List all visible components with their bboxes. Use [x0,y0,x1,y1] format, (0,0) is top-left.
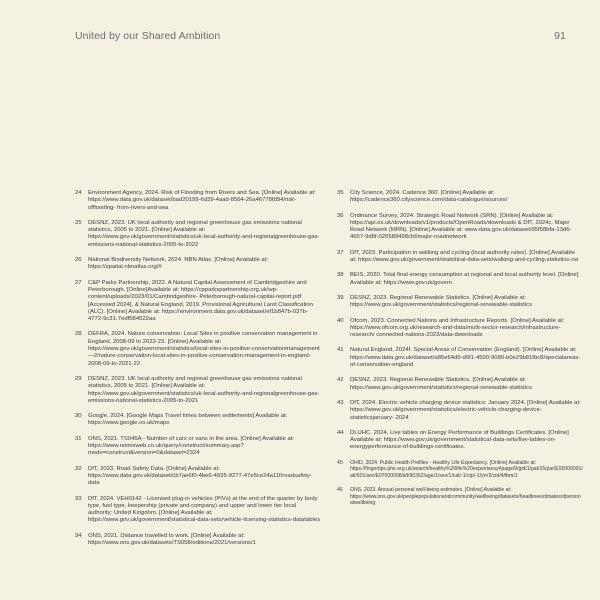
reference-item [75,331,321,367]
reference-item [337,250,583,265]
reference-text: ONS, 2023. Annual personal well-being estimates. [Online] Available at: https://www.ons.gov.uk/peoplepopulationandcommunity/wellbeing/datasets/headlineestimatesofpersonalwellbeing [350,487,581,507]
reference-item [337,318,583,340]
reference-text: DEFRA, 2024. Nature conservation: Local Sites in positive conservation management in England, 2008-09 to 2022-23. [Online] Available at: https://www.gov.uk/government/statistics/local-sites-in-positive-conservationmanagement—2/nature-conservation-local-sites-in-positive-conservation-management-in-england-2008-09-to-2021-22 [88,331,320,367]
reference-number: 30 [75,413,82,420]
reference-number: 43 [337,399,344,406]
reference-number: 27 [75,279,82,286]
reference-text: DfT, 2024. VEH0142 - Licensed plug-in vehicles (PIVs) at the end of the quarter by body type, fuel type, keepership (private and company) and upper and lower tier local authority: United Kingdom. [Online] Available at: https://www.gov.uk/government/statistical-data-sets/vehicle-licensing-statistics-datatables [88,495,321,524]
reference-text: DESNZ, 2023. Regional Renewable Statistics. [Online] Available at: https://www.gov.uk/government/statistics/regional-renewable-statistics [350,377,532,391]
reference-number: 36 [337,212,344,219]
reference-number: 46 [337,487,343,494]
reference-number: 26 [75,257,82,264]
reference-item [75,257,321,272]
reference-item [337,460,583,480]
document-title: United by our Shared Ambition [75,30,221,42]
reference-item [75,220,321,249]
reference-text: DfT, 2024. Electric vehicle charging device statistics: January 2024. [Online] Available at: https://www.gov.uk/government/statistics/electric-vehicle-charging-device-statisticsjanuary- 2024 [350,399,581,421]
reference-number: 41 [337,347,344,354]
reference-item [337,213,583,242]
reference-text: City Science, 2024. Cadence 360. [Online] Available at: https://cadence360.cityscience.com/data-catalogue/sources/ [350,190,508,204]
reference-item [337,347,583,369]
reference-number: 40 [337,317,344,324]
reference-number: 39 [337,294,344,301]
reference-item [75,280,321,324]
reference-number: 34 [75,532,82,539]
reference-text: National Biodiversity Network, 2024. NBN Atlas. [Online] Available at: https://spatial.nbnatlas.org/# [88,257,268,271]
reference-item [75,466,321,488]
reference-text: DESNZ, 2023. Regional Renewable Statistics. [Online] Available at: https://www.gov.uk/government/statistics/regional-renewable-statistics [350,294,532,309]
reference-number: 28 [75,331,82,338]
reference-number: 44 [337,429,344,436]
reference-text: Environment Agency, 2024. Risk of Flooding from Rivers and Sea. [Online] Available at: https://www.data.gov.uk/dataset/bad20199-6d39-4aad-8564-26a46778fd94/risk-offlooding- from-rivers-and-sea [88,190,316,211]
reference-text: Google, 2024. [Google Maps Travel times between settlements] Available at: https://www.google.co.uk/maps [88,413,288,427]
reference-text: BEIS, 2020. Total final energy consumption at regional and local authority level. [Online] Available at: https://www.gov.uk/govern [350,272,579,286]
reference-text: C&P Parks Partnership, 2022. A Natural Capital Assessment of Cambridgeshire and Peterborough. [Online]Available at: https://cpparkspartnership.org.uk/wp-content/uploads/2023/01/Cambridgeshire- Peterborough-natural-capital-report.pdf [Accessed 2024]. & Natural England, 2019. Provisional Agricultural Land Classification (ALC). [Online] Available at: https://environment.data.gov.uk/dataset/ef1b847b-037b-4772-9c31-7edf584522aa [88,279,313,323]
reference-number: 33 [75,495,82,502]
reference-item [75,376,321,405]
page-header [75,28,566,44]
reference-item [75,533,321,548]
reference-number: 24 [75,190,82,196]
reference-text: DfT, 2023. Participation in walking and cycling (local authority rates). [Online] Available at: https://www.gov.uk/government/statistical-data-sets/walking-and-cycling-statistics-cw [350,249,579,264]
reference-number: 37 [337,249,344,256]
reference-item [337,295,583,310]
reference-number: 29 [75,375,82,382]
reference-number: 25 [75,219,82,226]
references-right-column [337,190,583,555]
reference-number: 32 [75,465,82,472]
reference-text: Ordinance Survey, 2024. Strategic Road Network (SRN). [Online] Available at: https://api.os.uk/downloads/v1/products/OpenRoads/downloads & DfT, 2024c. Major Road Network (MRN). [Online] Available at: www.data.gov.uk/dataset/95f58bfa-13d6-4657-9d6f-020589498cfd/major-roadnetwork [350,212,572,241]
reference-text: ONS, 2021. Distance travelled to work. [Online] Available at: https://www.ons.gov.uk/datasets/TS058/editions/2021/versions/1 [88,532,256,546]
reference-text: OHID, 2024. Public Health Profiles - Healthy Life Expectancy. [Online] Available at: https://fingertips.phe.org.uk/search/healthy%20life%20expectancy#page/9/gid/1/pat/15/par/E92000001/ati/501/are/E07000008/iid/90362/age/1/sex/1/cat/-1/ctp/-1/yrr/3/cid/4/tbm/1 [350,459,583,479]
reference-number: 31 [75,435,82,442]
reference-text: Ofcom, 2023. Connected Nations and Infrastructure Reports. [Online] Available at: https://www.ofcom.org.uk/research-and-data/multi-sector-research/infrastructure-research/ connected-nations-2023/data-downloads [350,317,565,339]
reference-number: 35 [337,190,344,196]
reference-number: 45 [337,459,343,466]
references-columns [75,190,583,555]
reference-item [337,400,583,422]
references-left-column [75,190,321,555]
reference-number: 38 [337,272,344,279]
reference-text: ONS, 2021. TS045A - Number of cars or vans in the area. [Online] Available at: https://www.nomisweb.co.uk/query/construct/summary.asp?mode=construct&version=0&dataset=2324 [88,435,295,457]
reference-text: Natural England, 2024f. Special Areas of Conservation (England). [Online] Available at: https://www.data.gov.uk/dataset/a85e64d9-d0f1-4500-9080-b0e29b81fbc8/specialareas- of-conservation-england [350,347,581,369]
reference-text: DLUHC, 2024. Live tables on Energy Performance of Buildings Certificates. [Online] Available at: https://www.gov.uk/government/statistical-data-sets/live-tables-on-energyperformance-of-buildings-certificates. [350,429,569,451]
reference-number: 42 [337,377,344,384]
reference-item [75,496,321,525]
reference-text: DESNZ, 2023. UK local authority and regional greenhouse gas emissions national statistics, 2005 to 2021. [Online] Available at: https://www.gov.uk/government/statistics/uk-local-authority-and-regionalgreenhouse-gas-emissions-national-statistics-2005-to-2022 [88,219,320,248]
reference-item [337,377,583,392]
page-number: 91 [554,30,566,42]
reference-text: DESNZ, 2023. UK local authority and regional greenhouse gas emissions national statistics, 2005 to 2021. [Online] Available at: https://www.gov.uk/government/statistics/uk-local-authority-and-regionalgreenhouse-gas-emissions-national-statistics-2005-to-2021 [88,375,320,404]
reference-item [75,190,321,212]
reference-item [337,487,583,507]
reference-item [337,430,583,452]
reference-item [75,436,321,458]
reference-item [75,413,321,428]
reference-item [337,272,583,287]
reference-text: DfT, 2023. Road Safety Data. [Online] Available at: https://www.data.gov.uk/dataset/cb7ae6f0-4be6-4935-9277-47e5ce24a11f/roadsafety-data [88,465,312,487]
reference-item [337,190,583,205]
